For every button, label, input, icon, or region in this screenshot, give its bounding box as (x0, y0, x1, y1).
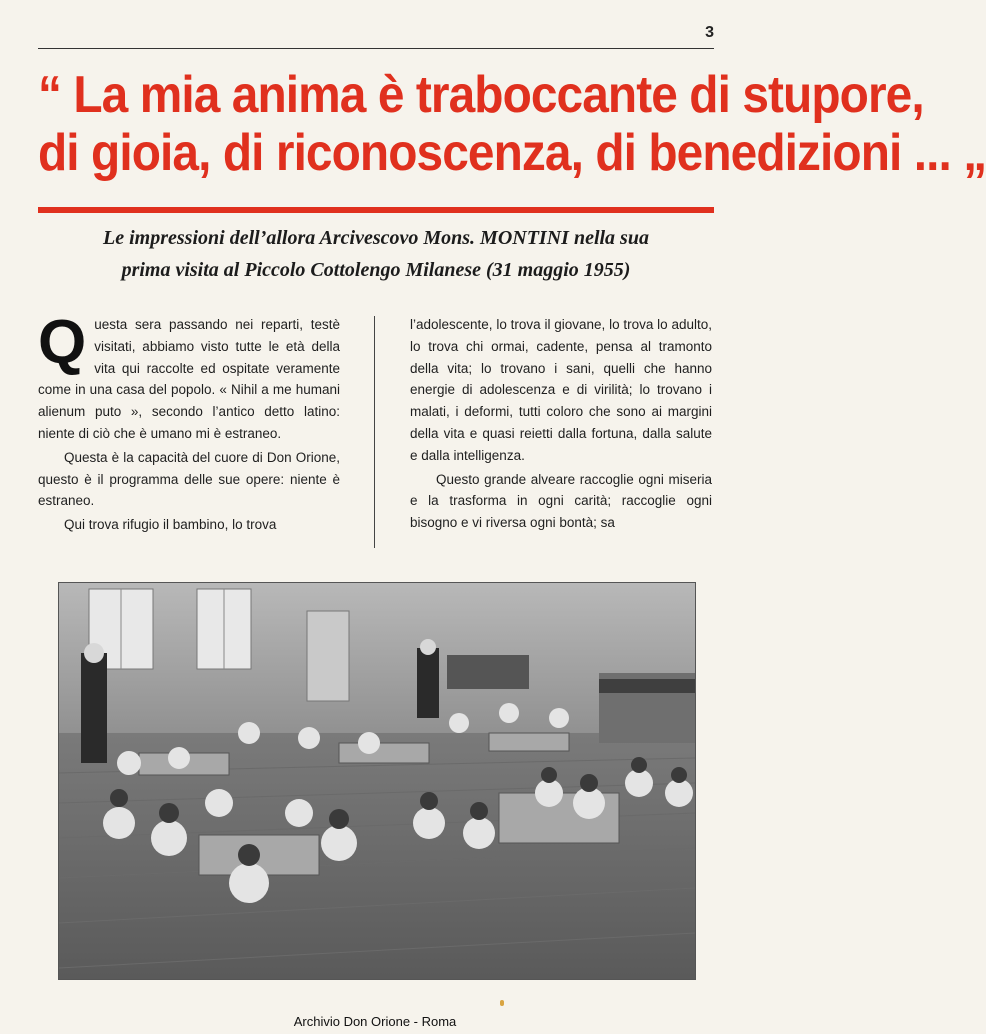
right-paragraph-2: Questo grande alveare raccoglie ogni miseria e la trasforma in ogni carità; raccoglie ogni bisogno e vi riversa ogni bontà; sa (410, 471, 712, 531)
photo-illustration (59, 583, 695, 979)
drop-cap: Q (38, 308, 87, 377)
headline-line-2: di gioia, di riconoscenza, di benedizioni ... „ (38, 124, 986, 182)
subtitle (56, 222, 696, 286)
left-paragraph-2: Questa è la capacità del cuore di Don Orione, questo è il programma delle sue opere: niente è estraneo. (38, 449, 340, 509)
headline-underline (38, 207, 714, 213)
headline (38, 66, 986, 182)
column-divider (374, 316, 375, 548)
subtitle-line-1: Le impressioni dell’allora Arcivescovo Mons. MONTINI nella sua (103, 227, 649, 249)
subtitle-line-2: prima visita al Piccolo Cottolengo Milanese (31 maggio 1955) (121, 259, 631, 281)
top-rule (38, 48, 714, 49)
right-paragraph-1: l’adolescente, lo trova il giovane, lo trova lo adulto, lo trova chi ormai, cadente, pensa al tramonto della vita; lo trovano i sani, quelli che hanno energie di adolescenza e di virilità; lo trovano i malati, i deformi, tutti coloro che sono ai margini della vita e quasi reietti dalla fortuna, dalla salute e dalla intelligenza. (410, 317, 712, 463)
left-paragraph-3: Qui trova rifugio il bambino, lo trova (64, 517, 277, 533)
left-column (38, 308, 340, 536)
dining-room-photo (58, 582, 696, 980)
headline-line-1: “ La mia anima è traboccante di stupore, (38, 66, 924, 124)
archive-footer: Archivio Don Orione - Roma (293, 1014, 457, 1029)
left-paragraph-1: uesta sera passando nei reparti, testè visitati, abbiamo visto tutte le età della vita qui raccolte ed ospitate veramente come in una casa del popolo. « Nihil a me humani alienum puto », secondo l’antico detto latino: niente di ciò che è umano mi è estraneo. (38, 317, 340, 441)
paper-mark (500, 1000, 504, 1006)
right-column (410, 314, 712, 534)
page-number: 3 (705, 24, 714, 41)
